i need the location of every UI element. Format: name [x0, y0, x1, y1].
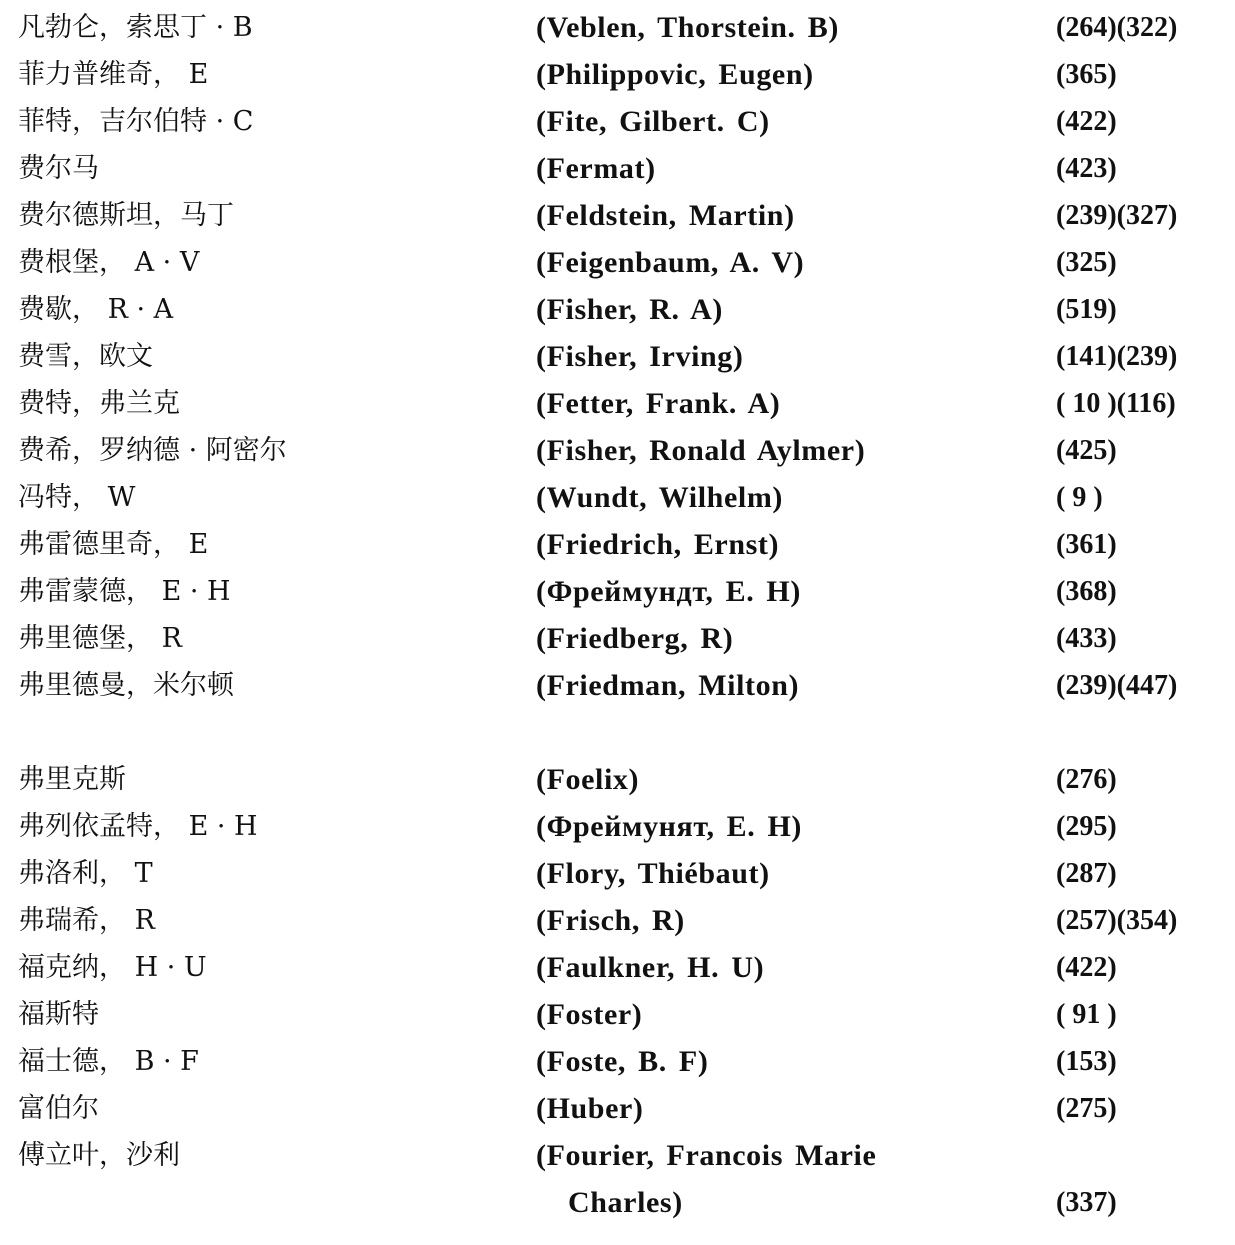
page-references: (153)	[1056, 1046, 1117, 1077]
original-name-continuation: Charles)	[568, 1186, 683, 1219]
index-entry	[0, 803, 1235, 850]
original-name: (Фреймундт, E. H)	[536, 575, 801, 608]
page-references: (141)(239)	[1056, 341, 1178, 372]
chinese-name: 费歇， R · A	[18, 294, 174, 325]
index-entry	[0, 192, 1235, 239]
index-entry	[0, 1038, 1235, 1085]
chinese-name: 费雪，欧文	[18, 341, 153, 372]
page-references: (276)	[1056, 764, 1117, 795]
original-name: (Foelix)	[536, 763, 640, 796]
chinese-name: 费尔德斯坦，马丁	[18, 200, 234, 231]
index-entry	[0, 568, 1235, 615]
page-references: (422)	[1056, 106, 1117, 137]
page-references: (361)	[1056, 529, 1117, 560]
original-name: (Fetter, Frank. A)	[536, 387, 781, 420]
index-entry	[0, 380, 1235, 427]
original-name: (Wundt, Wilhelm)	[536, 481, 783, 514]
page-references: (295)	[1056, 811, 1117, 842]
original-name: (Flory, Thiébaut)	[536, 857, 770, 890]
page-references: (365)	[1056, 59, 1117, 90]
page-references: (275)	[1056, 1093, 1117, 1124]
index-entry	[0, 897, 1235, 944]
original-name: (Fisher, Ronald Aylmer)	[536, 434, 866, 467]
index-entry	[0, 145, 1235, 192]
chinese-name: 傅立叶，沙利	[18, 1140, 180, 1171]
chinese-name: 福士德， B · F	[18, 1046, 199, 1077]
chinese-name: 费尔马	[18, 153, 99, 184]
page-references: (239)(327)	[1056, 200, 1178, 231]
chinese-name: 富伯尔	[18, 1093, 99, 1124]
chinese-name: 冯特， W	[18, 482, 136, 513]
index-entry	[0, 51, 1235, 98]
page-references: (287)	[1056, 858, 1117, 889]
original-name: (Huber)	[536, 1092, 644, 1125]
index-entry	[0, 98, 1235, 145]
chinese-name: 弗里德曼，米尔顿	[18, 670, 234, 701]
chinese-name: 弗洛利， T	[18, 858, 153, 889]
chinese-name: 凡勃仑，索思丁 · B	[18, 12, 253, 43]
page-references: (433)	[1056, 623, 1117, 654]
page-references: (257)(354)	[1056, 905, 1178, 936]
page-references: (423)	[1056, 153, 1117, 184]
page-references: (519)	[1056, 294, 1117, 325]
original-name: (Fite, Gilbert. C)	[536, 105, 770, 138]
chinese-name: 菲特，吉尔伯特 · C	[18, 106, 254, 137]
original-name: (Veblen, Thorstein. B)	[536, 11, 839, 44]
page-references: (425)	[1056, 435, 1117, 466]
chinese-name: 弗雷德里奇， E	[18, 529, 209, 560]
index-entry	[0, 521, 1235, 568]
original-name: (Fisher, Irving)	[536, 340, 744, 373]
chinese-name: 费希，罗纳德 · 阿密尔	[18, 435, 287, 466]
original-name: (Foster)	[536, 998, 643, 1031]
original-name: (Foste, B. F)	[536, 1045, 709, 1078]
chinese-name: 费特，弗兰克	[18, 388, 180, 419]
page-references: (239)(447)	[1056, 670, 1178, 701]
chinese-name: 弗列依孟特， E · H	[18, 811, 258, 842]
original-name: (Fourier, Francois Marie	[536, 1139, 877, 1172]
index-entry	[0, 850, 1235, 897]
chinese-name: 福克纳， H · U	[18, 952, 207, 983]
index-entry	[0, 756, 1235, 803]
index-entry	[0, 333, 1235, 380]
original-name: (Frisch, R)	[536, 904, 685, 937]
index-entry	[0, 615, 1235, 662]
index-entry	[0, 944, 1235, 991]
page-references: (337)	[1056, 1187, 1117, 1218]
page-references: (368)	[1056, 576, 1117, 607]
original-name: (Feigenbaum, A. V)	[536, 246, 805, 279]
original-name: (Fermat)	[536, 152, 656, 185]
original-name: (Fisher, R. A)	[536, 293, 723, 326]
original-name: (Фреймунят, E. H)	[536, 810, 803, 843]
original-name: (Friedrich, Ernst)	[536, 528, 780, 561]
chinese-name: 弗雷蒙德， E · H	[18, 576, 231, 607]
index-entry	[0, 991, 1235, 1038]
index-entry	[0, 474, 1235, 521]
original-name: (Friedberg, R)	[536, 622, 734, 655]
chinese-name: 弗里德堡， R	[18, 623, 182, 654]
page-references: ( 9 )	[1056, 482, 1103, 513]
original-name: (Philippovic, Eugen)	[536, 58, 814, 91]
original-name: (Faulkner, H. U)	[536, 951, 765, 984]
index-entry	[0, 1085, 1235, 1132]
chinese-name: 弗瑞希， R	[18, 905, 155, 936]
original-name: (Feldstein, Martin)	[536, 199, 795, 232]
page-references: ( 10 )(116)	[1056, 388, 1176, 419]
chinese-name: 费根堡， A · V	[18, 247, 200, 278]
page-references: (264)(322)	[1056, 12, 1178, 43]
page-references: (422)	[1056, 952, 1117, 983]
chinese-name: 弗里克斯	[18, 764, 126, 795]
index-entry	[0, 4, 1235, 51]
index-entry	[0, 662, 1235, 709]
chinese-name: 福斯特	[18, 999, 99, 1030]
index-entry	[0, 286, 1235, 333]
original-name: (Friedman, Milton)	[536, 669, 800, 702]
index-entry	[0, 427, 1235, 474]
index-entry	[0, 1132, 1235, 1219]
index-entry	[0, 239, 1235, 286]
chinese-name: 菲力普维奇， E	[18, 59, 209, 90]
page-references: ( 91 )	[1056, 999, 1117, 1030]
page-references: (325)	[1056, 247, 1117, 278]
